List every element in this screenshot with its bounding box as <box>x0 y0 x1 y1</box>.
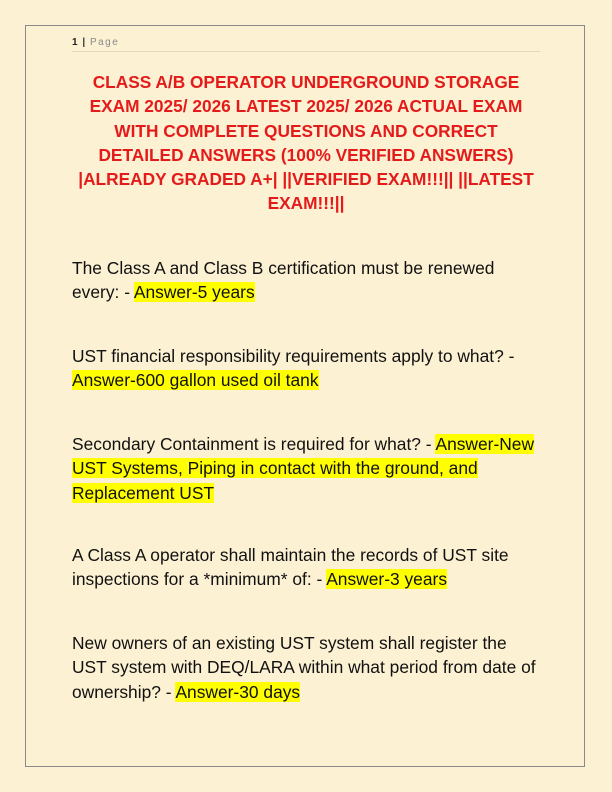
page-number: 1 <box>72 37 78 48</box>
answer-text: Answer-3 years <box>326 569 448 590</box>
question-text: UST financial responsibility requirements apply to what? - <box>72 346 515 366</box>
qa-item-3 <box>72 432 542 505</box>
answer-text: Answer-5 years <box>133 282 255 303</box>
qa-item-4 <box>72 543 542 592</box>
qa-item-1 <box>72 256 542 305</box>
answer-text: Answer-30 days <box>175 681 301 702</box>
document-title: CLASS A/B OPERATOR UNDERGROUND STORAGE EXAM 2025/ 2026 LATEST 2025/ 2026 ACTUAL EXAM WITH COMPLETE QUESTIONS AND CORRECT DETAILED ANSWERS (100% VERIFIED ANSWERS) |ALREADY GRADED A+| ||VERIFIED EXAM!!!|| ||LATEST EXAM!!!|| <box>78 72 534 214</box>
answer-text: Answer-New UST Systems, Piping in contact with the ground, and Replacement UST <box>72 434 535 503</box>
question-text: A Class A operator shall maintain the records of UST site inspections for a *minimum* of: - <box>72 545 509 590</box>
qa-item-5 <box>72 631 542 704</box>
page-header <box>72 36 540 52</box>
page-separator: | <box>82 37 86 48</box>
answer-text: Answer-600 gallon used oil tank <box>72 370 319 391</box>
qa-item-2 <box>72 344 542 393</box>
page-word: Page <box>89 37 120 48</box>
question-text: The Class A and Class B certification must be renewed every: - <box>72 258 495 303</box>
question-text: Secondary Containment is required for what? - <box>72 434 436 454</box>
question-text: New owners of an existing UST system shall register the UST system with DEQ/LARA within what period from date of ownership? - <box>72 633 536 702</box>
